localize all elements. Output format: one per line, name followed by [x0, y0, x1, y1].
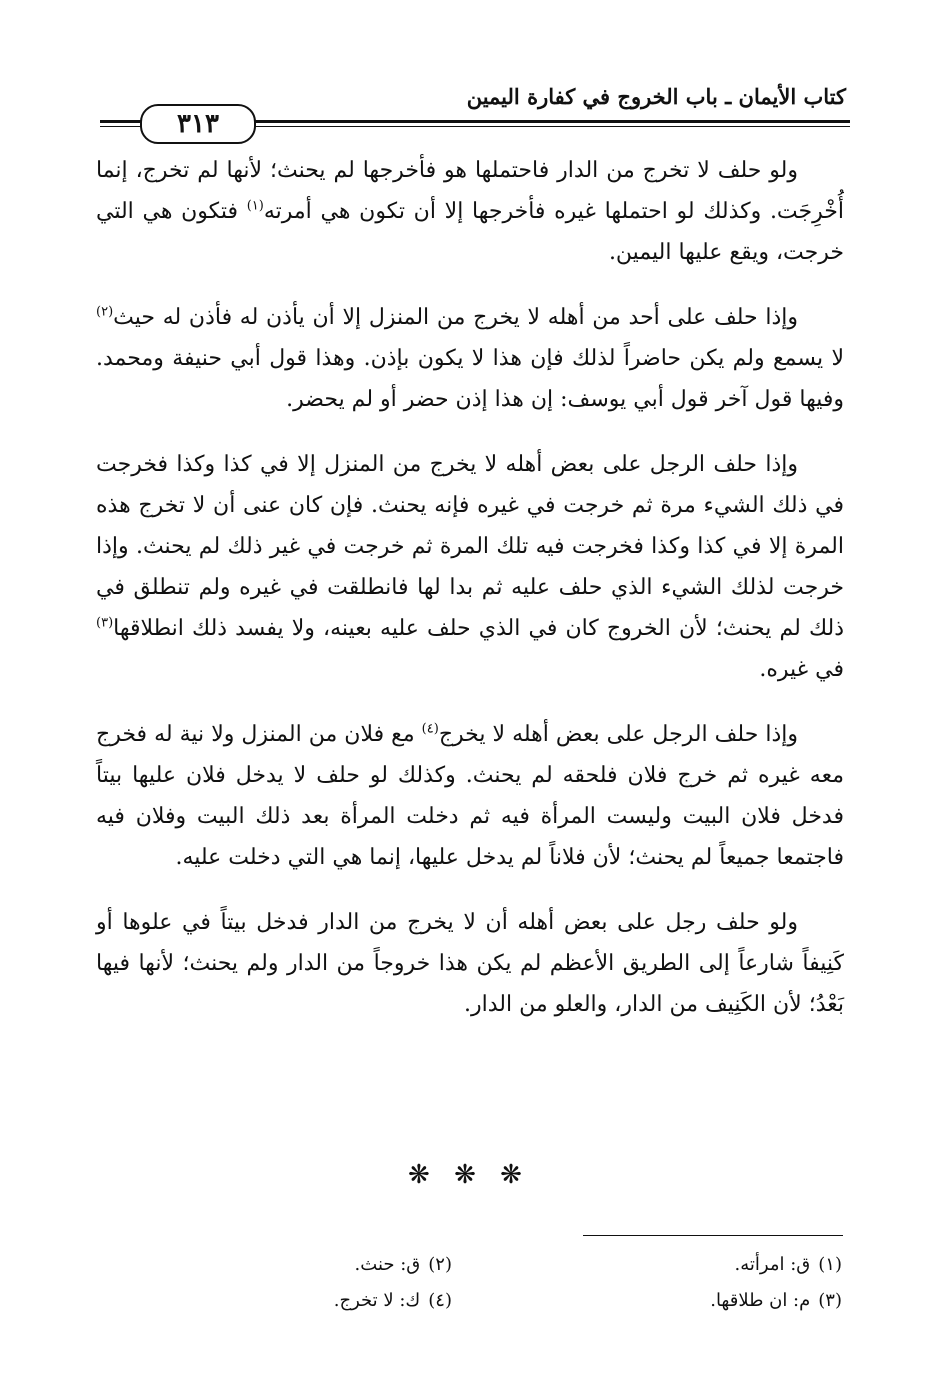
footnote-3 [710, 1290, 842, 1311]
footnotes [100, 1250, 842, 1330]
footnote-2 [355, 1254, 452, 1275]
footnote-text: م: ان طلاقها. [710, 1290, 811, 1311]
paragraph-5: ولو حلف رجل على بعض أهله أن لا يخرج من الدار فدخل بيتاً في علوها أو كَنِيفاً شارعاً إلى الطريق الأعظم لم يكن هذا خروجاً من الدار ولم يحنث؛ لأنها فيها بَعْدُ؛ لأن الكَنِيف من الدار، والعلو من الدار. [96, 910, 844, 1017]
main-text [96, 150, 844, 1049]
footnote-divider [583, 1235, 843, 1236]
footnote-text: ق: امرأته. [734, 1254, 811, 1275]
footnote-text: ق: حنث. [354, 1254, 421, 1275]
running-title: كتاب الأيمان ـ باب الخروج في كفارة اليمين [466, 84, 846, 109]
paragraph-1: ولو حلف لا تخرج من الدار فاحتملها هو فأخرجها لم يحنث؛ لأنها لم تخرج، إنما أُخْرِجَت. وكذلك لو احتملها غيره فأخرجها إلا أن تكون هي أمرته$^{(١)}$ فتكون هي التي خرجت، ويقع عليها اليمين. [96, 158, 844, 265]
section-ornament: ❋ ❋ ❋ [408, 1160, 530, 1190]
footnote-number: (١) [818, 1254, 842, 1275]
footnote-marker-4: (٤) [421, 721, 439, 737]
footnote-text: ك: لا تخرج. [333, 1290, 421, 1311]
footnote-1 [735, 1254, 842, 1275]
page-header [100, 80, 850, 139]
paragraph-2: وإذا حلف على أحد من أهله لا يخرج من المنزل إلا أن يأذن له فأذن له حيث$^{(٢)}$ لا يسمع ولم يكن حاضراً لذلك فإن هذا لا يكون بإذن. وهذا قول أبي حنيفة ومحمد. وفيها قول آخر قول أبي يوسف: إن هذا إذن حضر أو لم يحضر. [96, 304, 844, 412]
footnote-marker-3: (٣) [96, 615, 114, 631]
footnote-number: (٣) [818, 1290, 842, 1311]
page-number: ٣١٣ [140, 104, 256, 144]
footnote-4 [334, 1290, 452, 1311]
footnote-number: (٢) [428, 1254, 452, 1275]
paragraph-4: وإذا حلف الرجل على بعض أهله لا يخرج$^{(٤)}$ مع فلان من المنزل ولا نية له فخرج معه غيره ثم خرج فلان فلحقه لم يحنث. وكذلك لو حلف لا يدخل فلان عليها بيتاً فدخل فلان البيت وليست المرأة فيه ثم دخلت المرأة بعد ذلك البيت وفلان فيه فاجتمعا جميعاً لم يحنث؛ لأن فلاناً لم يدخل عليها، إنما هي التي دخلت عليه. [96, 721, 844, 870]
footnote-marker-1: (١) [246, 198, 264, 214]
footnote-number: (٤) [428, 1290, 452, 1311]
footnote-marker-2: (٢) [96, 304, 114, 320]
paragraph-3: وإذا حلف الرجل على بعض أهله لا يخرج من المنزل إلا في كذا وكذا فخرجت في ذلك الشيء مرة ثم خرجت في غيره فإنه يحنث. فإن كان عنى أن لا تخرج هذه المرة إلا في كذا وكذا فخرجت فيه تلك المرة ثم خرجت في غير ذلك لم يحنث. وإذا خرجت لذلك الشيء الذي حلف عليه ثم بدا لها فانطلقت في غيره ولم تنطلق في ذلك لم يحنث؛ لأن الخروج كان في الذي حلف عليه بعينه، ولا يفسد ذلك انطلاقها$^{(٣)}$ في غيره. [96, 452, 844, 682]
